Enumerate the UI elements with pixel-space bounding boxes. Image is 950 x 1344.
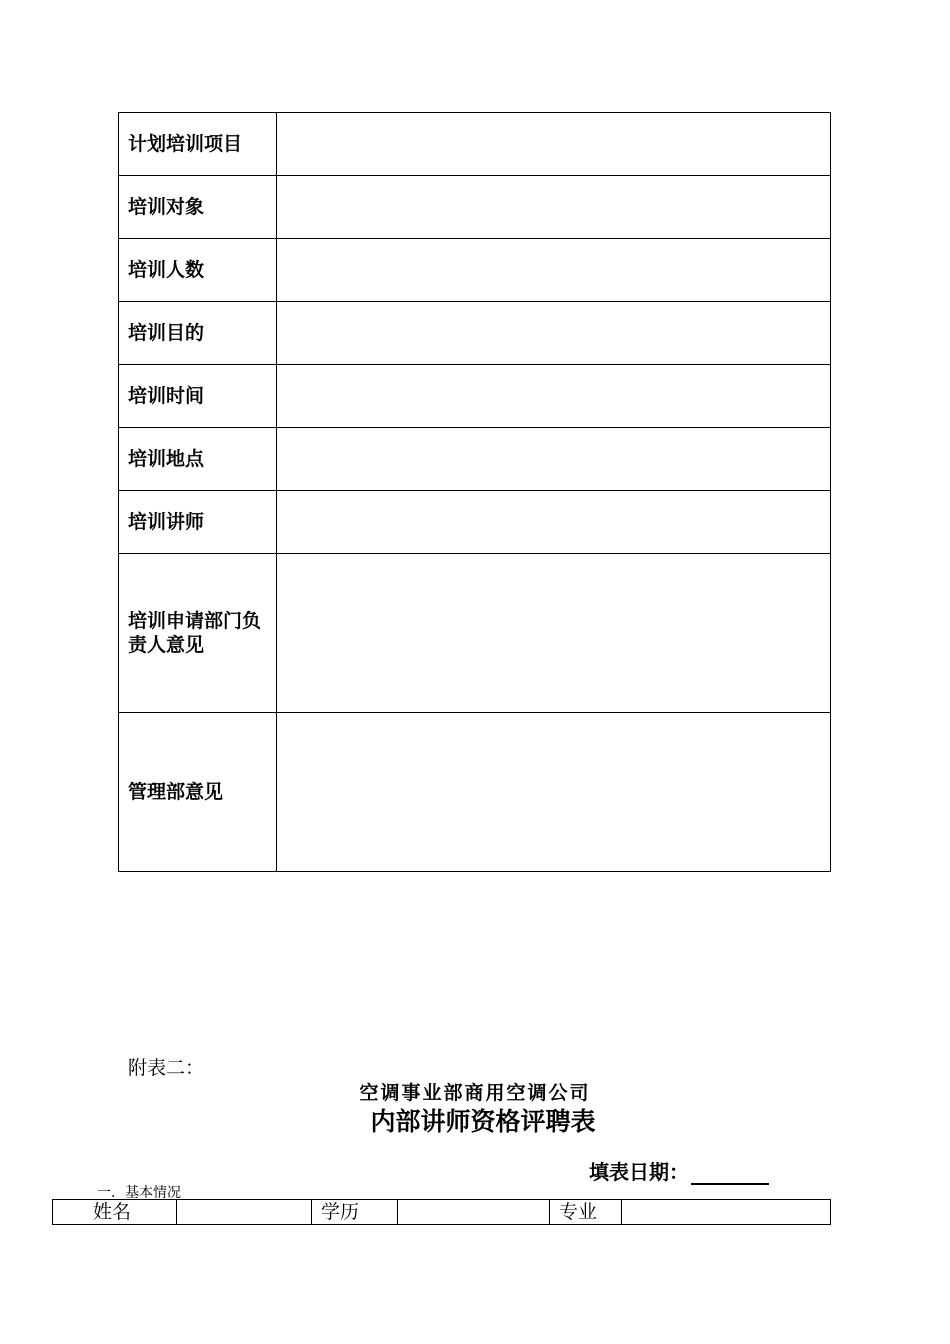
form-title: 内部讲师资格评聘表 (370, 1107, 596, 1136)
major-value-cell[interactable] (622, 1200, 831, 1225)
education-value-cell[interactable] (398, 1200, 550, 1225)
row-label: 培训申请部门负责人意见 (119, 554, 277, 713)
row-value-cell[interactable] (277, 491, 831, 554)
table-row (119, 554, 831, 713)
row-value-cell[interactable] (277, 428, 831, 491)
table-row (119, 176, 831, 239)
fill-date-label: 填表日期： (589, 1160, 689, 1184)
training-plan-table (118, 112, 831, 872)
row-label: 培训时间 (119, 365, 277, 428)
table-row (119, 302, 831, 365)
row-value-cell[interactable] (277, 365, 831, 428)
name-value-cell[interactable] (177, 1200, 312, 1225)
row-label: 培训人数 (119, 239, 277, 302)
fill-date-blank[interactable] (691, 1163, 769, 1185)
appendix-label: 附表二： (128, 1057, 205, 1079)
row-value-cell[interactable] (277, 176, 831, 239)
table-row (119, 428, 831, 491)
row-value-cell[interactable] (277, 302, 831, 365)
row-label: 培训讲师 (119, 491, 277, 554)
row-label: 培训对象 (119, 176, 277, 239)
table-row (119, 713, 831, 872)
table-row (53, 1200, 831, 1225)
row-label: 培训目的 (119, 302, 277, 365)
section-label: 一．基本情况 (97, 1185, 181, 1201)
table-row (119, 365, 831, 428)
major-label: 专业 (550, 1200, 622, 1225)
education-label: 学历 (312, 1200, 398, 1225)
table-row (119, 113, 831, 176)
table-row (119, 239, 831, 302)
row-value-cell[interactable] (277, 113, 831, 176)
row-label: 培训地点 (119, 428, 277, 491)
row-label: 计划培训项目 (119, 113, 277, 176)
basic-info-table (52, 1199, 831, 1225)
fill-date (589, 1156, 769, 1185)
row-label: 管理部意见 (119, 713, 277, 872)
row-value-cell[interactable] (277, 554, 831, 713)
name-label: 姓名 (53, 1200, 177, 1225)
row-value-cell[interactable] (277, 713, 831, 872)
company-name: 空调事业部商用空调公司 (359, 1082, 591, 1104)
table-row (119, 491, 831, 554)
row-value-cell[interactable] (277, 239, 831, 302)
